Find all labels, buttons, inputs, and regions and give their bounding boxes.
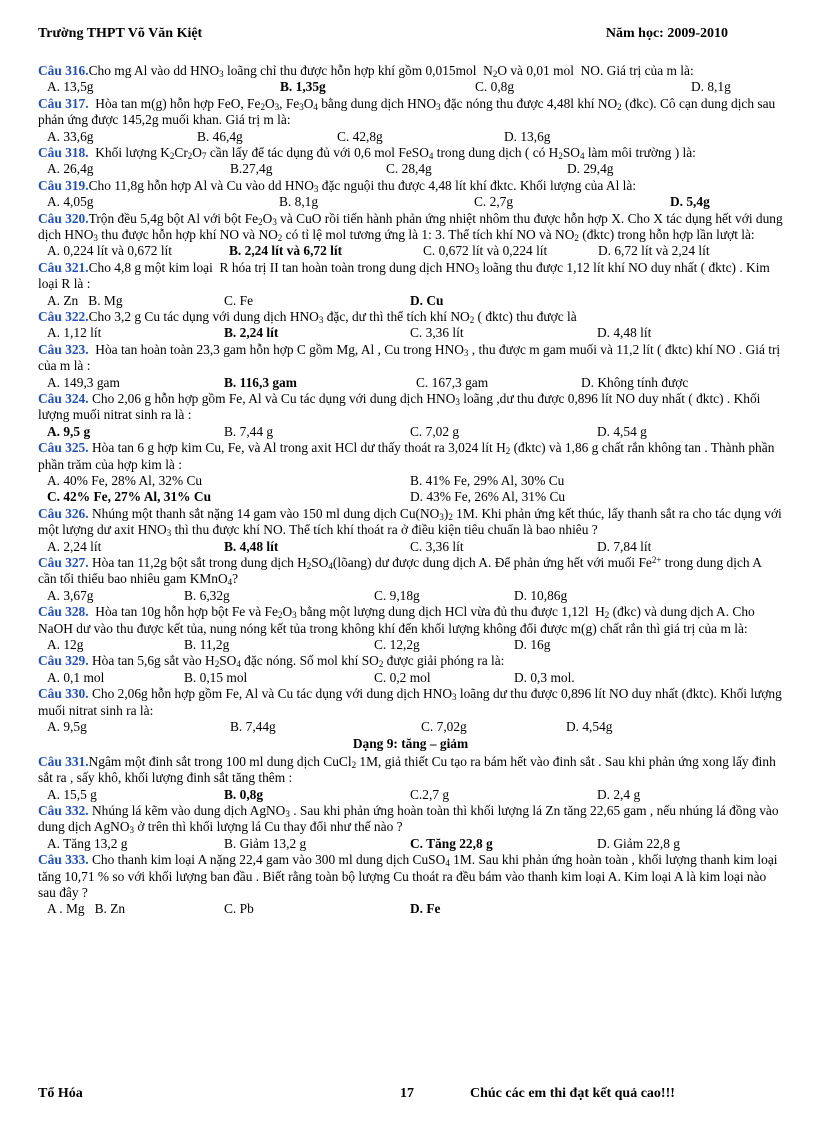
question-block [38,96,783,145]
answer-option: B. 2,24 lít và 6,72 lít [229,243,343,259]
answer-option: C. 0,2 mol [374,669,431,685]
question-text: Câu 324. Cho 2,06 g hỗn hợp gồm Fe, Al và Cu tác dụng với dung dịch $HNO_3$ loãng ,dư thu được 0,896 lít NO duy nhất ( đktc) . Khối lượng muối nitrat sinh ra là : [38,391,761,423]
question-number: Câu 321. [38,259,89,275]
question-text: Câu 332. Nhúng lá kẽm vào dung dịch AgNO$_3$ . Sau khi phản ứng hoàn toàn thì khối lượng lá Zn tăng 22,65 gam , nếu nhúng lá đồng vào dung dịch AgNO$_3$ ở trên thì khối lượng lá Cu thay đổi như thế nào ? [38,803,779,836]
answer-option: C. 42% Fe, 27% Al, 31% Cu [47,489,212,505]
answer-options [38,473,783,489]
answer-option: A. 9,5g [47,719,87,735]
question-number: Câu 322. [38,309,89,324]
page-number: 17 [400,1086,414,1101]
question-number: Câu 326. [38,505,89,521]
question-block [38,391,783,440]
question-text: Câu 328. Hòa tan 10g hỗn hợp bột Fe và $Fe_2O_3$ bằng một lượng dung dịch HCl vừa đủ thu được 1,12l $H_2$ (đkc) và dung dịch A. Cho NaOH dư vào thu được kết tủa, nung nóng kết tủa trong không khí đến khối lượng không đổi được m(g) chất rắn thì giá trị của m là: [38,604,755,636]
answer-option: C. 7,02g [421,719,467,735]
answer-option: A. 149,3 gam [47,374,120,390]
question-number: Câu 332. [38,803,89,819]
answer-option: C. 167,3 gam [416,374,489,390]
answer-option: D. Giảm 22,8 g [597,835,680,851]
answer-option: B. 46,4g [197,128,243,144]
answer-options [38,375,783,391]
question-text: Câu 322.Cho 3,2 g Cu tác dụng với dung dịch $HNO_3$ đặc, dư thì thể tích khí $NO_2$ ( đktc) thu được là [38,309,577,325]
answer-option: B. 7,44 g [224,423,274,439]
answer-options [38,194,783,210]
question-number: Câu 331. [38,753,89,769]
answer-option: C. Tăng 22,8 g [410,835,493,851]
answer-options [38,637,783,653]
question-block [38,754,783,803]
footer-department: Tổ Hóa [38,1086,83,1101]
answer-option: A. 0,1 mol [47,669,105,685]
answer-options [38,489,783,505]
question-block [38,211,783,260]
answer-options [38,325,783,341]
answer-options [38,588,783,604]
answer-option: A. Tăng 13,2 g [47,835,128,851]
answer-option: A. 1,12 lít [47,325,102,341]
answer-option: D. 13,6g [504,128,551,144]
answer-option: B. 0,15 mol [184,669,248,685]
school-name: Trường THPT Võ Văn Kiệt [38,26,203,41]
answer-option: C. Pb [224,901,254,917]
answer-options [38,424,783,440]
answer-option: A. 13,5g [47,79,94,95]
page-footer [38,1086,778,1106]
answer-option: C. 3,36 lít [410,325,464,341]
question-list [38,63,783,918]
question-block [38,506,783,555]
answer-option: A. 0,224 lít và 0,672 lít [47,243,172,259]
answer-option: D. 16g [514,637,551,653]
answer-options [38,670,783,686]
question-number: Câu 324. [38,391,89,406]
question-block [38,440,783,506]
answer-options [38,719,783,735]
question-text: Câu 317. Hòa tan m(g) hỗn hợp FeO, $Fe_2O_3$, $Fe_3O_4$ bằng dung dịch $HNO_3$ đặc nóng thu được 4,48l khí $NO_2$ (đkc). Cô cạn dung dịch sau phản ứng được 145,2g muối khan. Giá trị m là: [38,95,776,128]
question-text: Câu 333. Cho thanh kim loại A nặng 22,4 gam vào 300 ml dung dịch CuSO$_4$ 1M. Sau khi phản ứng hoàn toàn , khối lượng thanh kim loại tăng 10,71 % so với khối lượng ban đầu . Biết rằng toàn bộ lượng Cu thoát ra đều bám vào thanh kim loại A. Kim loại A là kim loại nào sau đây ? [38,852,778,901]
answer-option: A. 40% Fe, 28% Al, 32% Cu [47,473,203,489]
question-text: Câu 329. Hòa tan 5,6g sắt vào $H_2SO_4$ đặc nóng. Số mol khí $SO_2$ được giải phóng ra là: [38,653,505,670]
answer-option: C. 42,8g [337,128,383,144]
section-heading: Dạng 9: tăng – giảm [352,736,469,752]
answer-option: B. 1,35g [280,79,326,95]
question-text: Câu 327. Hòa tan 11,2g bột sắt trong dung dịch $H_2SO_4(lõang)$ dư được dung dịch A. Để phản ứng hết với muối $Fe^{2+}$ trong dung dịch A cần tối thiểu bao nhiêu gam KMnO$_4$? [38,555,762,588]
answer-option: B. 4,48 lít [224,538,279,554]
question-block [38,604,783,653]
question-block [38,686,783,735]
answer-option: D. 0,3 mol. [514,669,575,685]
answer-option: D. 43% Fe, 26% Al, 31% Cu [410,489,566,505]
answer-options [38,787,783,803]
question-number: Câu 318. [38,145,89,160]
answer-option: A. Zn B. Mg [47,292,123,308]
footer-wish: Chúc các em thi đạt kết quả cao!!! [470,1086,675,1101]
question-text: Câu 320.Trộn đều 5,4g bột Al với bột $Fe_2O_3$ và CuO rồi tiến hành phản ứng nhiệt nhôm thu được hỗn hợp X. Cho X tác dụng hết với dung dịch $HNO_3$ thu được hỗn hợp khí NO và $NO_2$ có tỉ lệ mol tương ứng là 1: 3. Thể tích khí NO và $NO_2$ (đktc) trong hỗn hợp lần lượt là: [38,210,783,243]
question-number: Câu 323. [38,341,89,357]
question-text: Câu 318. Khối lượng $K_2Cr_2O_7$ cần lấy để tác dụng đủ với 0,6 mol FeSO$_4$ trong dung dịch ( có $H_2SO_4$ làm môi trường ) là: [38,145,696,161]
question-number: Câu 333. [38,852,89,868]
answer-options [38,293,783,309]
answer-option: C. 2,7g [474,194,514,210]
answer-option: B. 0,8g [224,786,264,802]
answer-option: B. Giảm 13,2 g [224,835,307,851]
answer-option: B. 8,1g [279,194,319,210]
question-text: Câu 326. Nhúng một thanh sắt nặng 14 gam vào 150 ml dung dịch $Cu(NO_3)_2$ 1M. Khi phản ứng kết thúc, lấy thanh sắt ra cho tác dụng với một lượng dư axit $HNO_3$ thì thu được khí NO. Thể tích khí thoát ra ở điều kiện tiêu chuẩn là bao nhiêu ? [38,505,782,539]
answer-option: D. Không tính được [581,374,689,390]
question-block [38,852,783,918]
answer-option: A. 15,5 g [47,786,97,802]
answer-option: D. 7,84 lít [597,538,652,554]
answer-option: D. Cu [410,292,444,308]
answer-option: B. 11,2g [184,637,230,653]
question-text: Câu 319.Cho 11,8g hỗn hợp Al và Cu vào dd $HNO_3$ đặc nguội thu được 4,48 lít khí đktc. Khối lượng của Al là: [38,177,637,194]
question-block [38,555,783,604]
answer-option: B. 6,32g [184,587,230,603]
answer-option: A . Mg B. Zn [47,901,126,917]
question-text: Câu 321.Cho 4,8 g một kim loại R hóa trị II tan hoàn toàn trong dung dịch $HNO_3$ loãng thu được 1,12 lít khí NO duy nhất ( đktc) . Kim loại R là : [38,259,770,292]
question-number: Câu 328. [38,604,89,620]
answer-option: C. 0,8g [475,79,515,95]
answer-option: A. 4,05g [47,194,94,210]
question-number: Câu 316. [38,63,89,78]
answer-options [38,539,783,555]
answer-option: D. 2,4 g [597,786,641,802]
question-block [38,803,783,852]
answer-option: C. 0,672 lít và 0,224 lít [423,243,548,259]
question-number: Câu 327. [38,555,89,570]
question-number: Câu 317. [38,95,89,111]
answer-option: B. 2,24 lít [224,325,279,341]
answer-option: C.2,7 g [410,786,450,802]
question-number: Câu 319. [38,177,89,193]
answer-options [38,79,783,95]
answer-option: A. 3,67g [47,587,94,603]
question-text: Câu 331.Ngâm một đinh sắt trong 100 ml dung dịch CuCl$_2$ 1M, giả thiết Cu tạo ra bám hết vào đinh sắt . Sau khi phản ứng xong lấy đinh sắt ra , sấy khô, khối lượng đinh sắt tăng thêm : [38,753,776,786]
answer-option: A. 2,24 lít [47,538,102,554]
answer-option: C. 9,18g [374,587,420,603]
answer-option: C. Fe [224,292,254,308]
answer-option: C. 28,4g [386,161,432,177]
answer-option: B.27,4g [230,161,273,177]
question-block [38,178,783,211]
question-text: Câu 316.Cho mg Al vào dd $HNO_3$ loãng chỉ thu được hỗn hợp khí gồm 0,015mol $N_2O$ và 0,01 mol NO. Giá trị của m là: [38,63,694,79]
answer-option: A. 33,6g [47,128,94,144]
answer-options [38,129,783,145]
question-number: Câu 330. [38,686,89,702]
question-block [38,653,783,686]
answer-option: B. 116,3 gam [224,374,297,390]
answer-option: D. 29,4g [567,161,614,177]
answer-options [38,161,783,177]
school-year: Năm học: 2009-2010 [605,26,728,41]
answer-option: D. 4,48 lít [597,325,652,341]
question-text: Câu 330. Cho 2,06g hỗn hợp gồm Fe, Al và Cu tác dụng với dung dịch $HNO_3$ loãng dư thu được 0,896 lít NO duy nhất (đktc). Khối lượng muối nitrat sinh ra là: [38,686,782,718]
answer-option: A. 26,4g [47,161,94,177]
answer-options [38,901,783,917]
answer-option: A. 12g [47,637,84,653]
answer-option: C. 12,2g [374,637,420,653]
question-text: Câu 323. Hòa tan hoàn toàn 23,3 gam hỗn hợp C gồm Mg, Al , Cu trong $HNO_3$ , thu được m gam muối và 11,2 lít ( đktc) khí NO . Giá trị của m là : [38,341,781,374]
answer-option: C. 7,02 g [410,423,460,439]
answer-option: B. 7,44g [230,719,276,735]
answer-options [38,836,783,852]
question-block [38,342,783,391]
question-block [38,309,783,342]
answer-option: D. 6,72 lít và 2,24 lít [598,243,710,259]
question-text: Câu 325. Hòa tan 6 g hợp kim Cu, Fe, và Al trong axit HCl dư thấy thoát ra 3,024 lít $H_2$ (đktc) và 1,86 g chất rắn không tan . Thành phần phần trăm của hợp kim là : [38,440,775,472]
answer-option: A. 9,5 g [47,423,91,439]
answer-option: D. 8,1g [691,79,731,95]
question-number: Câu 325. [38,440,89,456]
answer-option: D. 4,54g [566,719,613,735]
answer-option: D. Fe [410,901,441,917]
answer-options [38,243,783,259]
question-number: Câu 320. [38,210,89,226]
question-block [38,145,783,178]
question-block [38,63,783,96]
answer-option: D. 4,54 g [597,423,647,439]
answer-option: D. 10,86g [514,587,568,603]
question-block [38,260,783,309]
answer-option: B. 41% Fe, 29% Al, 30% Cu [410,473,565,489]
answer-option: D. 5,4g [670,194,710,210]
question-number: Câu 329. [38,653,89,669]
answer-option: C. 3,36 lít [410,538,464,554]
page-header [38,26,728,46]
